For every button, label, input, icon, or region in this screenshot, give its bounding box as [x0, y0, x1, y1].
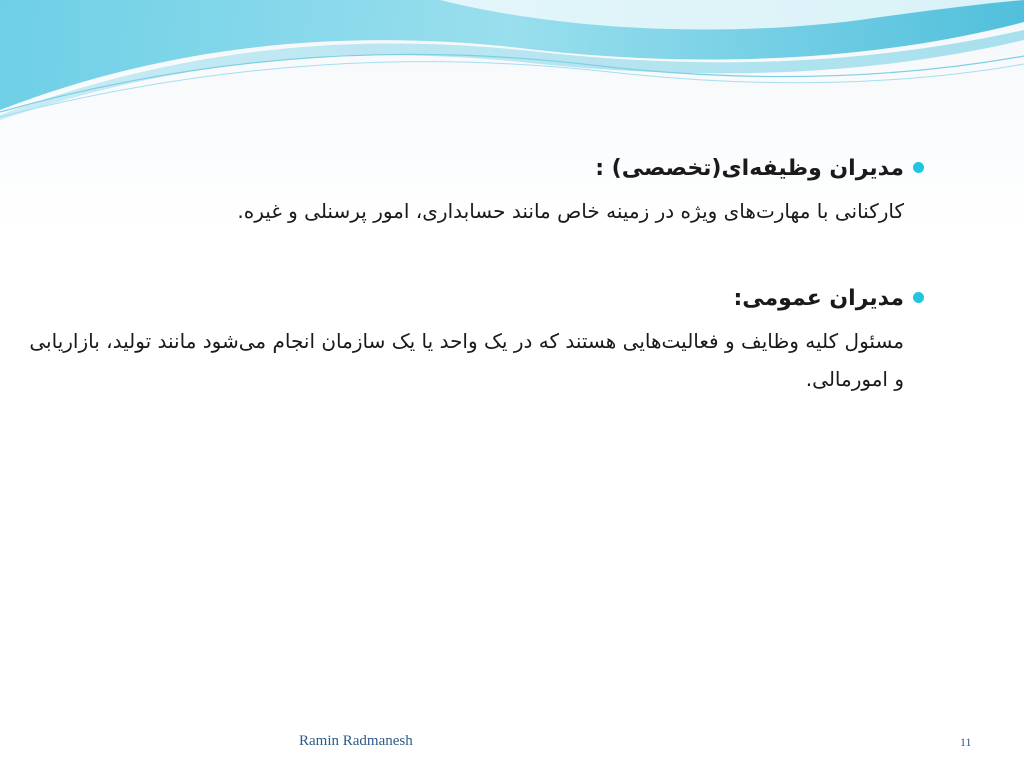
- bullet-description: کارکنانی با مهارت‌های ویژه در زمینه خاص مانند حسابداری، امور پرسنلی و غیره.: [237, 199, 904, 223]
- bullet-dot-icon: [913, 292, 924, 303]
- bullet-heading: مدیران عمومی:: [733, 286, 904, 311]
- header-wave-decoration: [0, 0, 1024, 130]
- footer-author: Ramin Radmanesh: [299, 733, 413, 749]
- bullet-heading: مدیران وظیفه‌ای(تخصصی) :: [595, 156, 904, 181]
- bullet-dot-icon: [913, 162, 924, 173]
- bullet-item-general-managers: [14, 280, 904, 398]
- footer-page-number: 11: [960, 735, 972, 749]
- slide-content: [14, 150, 904, 398]
- bullet-item-functional-managers: [14, 150, 904, 230]
- bullet-description: مسئول کلیه وظایف و فعالیت‌هایی هستند که در یک واحد یا یک سازمان انجام می‌شود مانند تولید، بازاریابی و امورمالی.: [29, 329, 904, 391]
